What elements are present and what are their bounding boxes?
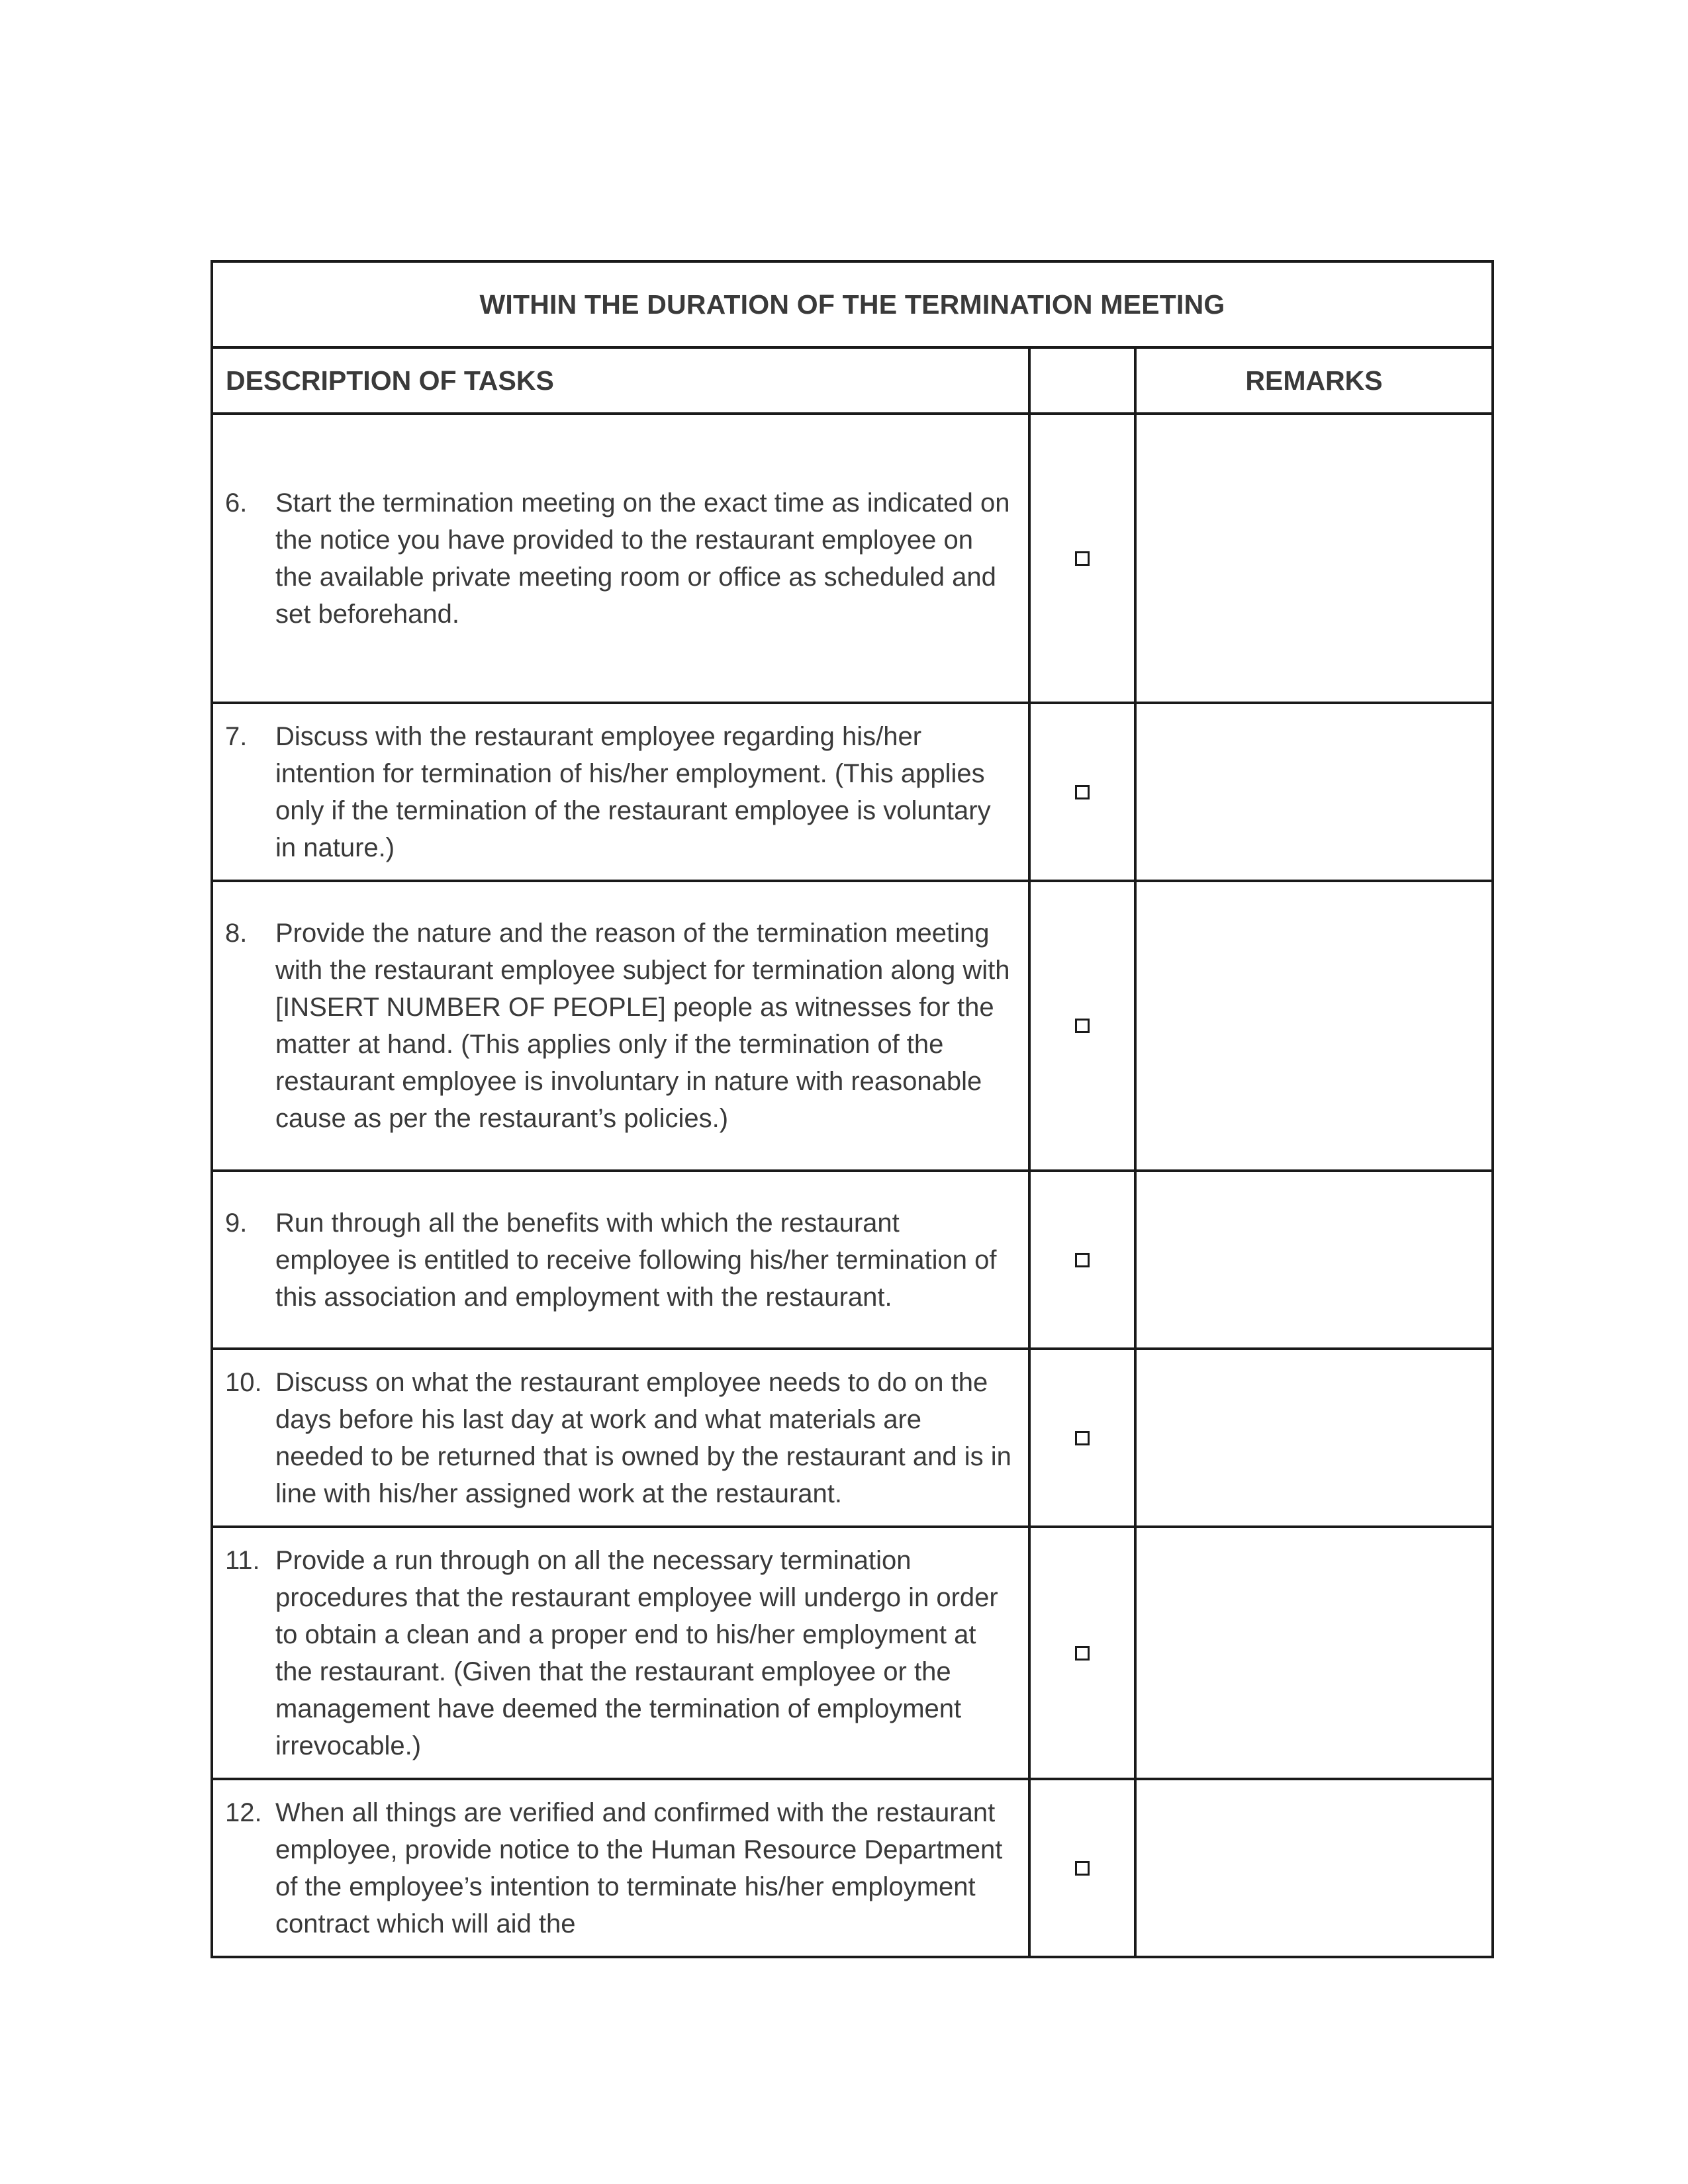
task-text: Discuss on what the restaurant employee needs to do on the days before his last day at work and what materials are needed to be returned that is owned by the restaurant and is in line with his/her assigned work at the restaurant. <box>275 1367 1011 1508</box>
task-checkbox[interactable] <box>1075 551 1090 566</box>
task-description-cell <box>212 1349 1029 1527</box>
task-number: 8. <box>225 919 248 948</box>
task-check-cell <box>1029 1527 1135 1779</box>
table-row <box>212 703 1493 881</box>
task-number: 10. <box>225 1367 262 1397</box>
task-remarks-cell[interactable] <box>1135 703 1493 881</box>
task-check-cell <box>1029 414 1135 703</box>
task-text: Discuss with the restaurant employee regarding his/her intention for termination of his/her employment. (This applies only if the termination of the restaurant employee is voluntary in nature.) <box>275 721 991 862</box>
task-text: Provide the nature and the reason of the termination meeting with the restaurant employee subject for termination along with [INSERT NUMBER OF PEOPLE] people as witnesses for the matter at hand. (This applies only if the termination of the restaurant employee is involuntary in nature with reasonable cause as per the restaurant’s policies.) <box>275 919 1010 1133</box>
task-text: When all things are verified and confirmed with the restaurant employee, provide notice to the Human Resource Department of the employee’s intention to terminate his/her employment contract which will aid the <box>275 1797 1003 1938</box>
task-description-cell <box>212 1779 1029 1957</box>
table-title-row <box>212 261 1493 347</box>
task-number: 12. <box>225 1797 262 1827</box>
task-remarks-cell[interactable] <box>1135 1171 1493 1349</box>
task-text: Start the termination meeting on the exact time as indicated on the notice you have provided to the restaurant employee on the available private meeting room or office as scheduled and set beforehand. <box>275 488 1010 629</box>
task-remarks-cell[interactable] <box>1135 881 1493 1171</box>
task-check-cell <box>1029 703 1135 881</box>
table-header-row <box>212 347 1493 414</box>
table-row <box>212 881 1493 1171</box>
task-number: 11. <box>225 1545 260 1575</box>
description-column-header: DESCRIPTION OF TASKS <box>212 347 1029 414</box>
task-check-cell <box>1029 881 1135 1171</box>
table-row <box>212 414 1493 703</box>
table-title: WITHIN THE DURATION OF THE TERMINATION MEETING <box>212 261 1493 347</box>
task-description-cell <box>212 881 1029 1171</box>
task-remarks-cell[interactable] <box>1135 1527 1493 1779</box>
task-remarks-cell[interactable] <box>1135 414 1493 703</box>
task-checkbox[interactable] <box>1075 1861 1090 1876</box>
termination-checklist-table <box>211 260 1494 1958</box>
task-check-cell <box>1029 1171 1135 1349</box>
task-description-cell <box>212 1171 1029 1349</box>
task-number: 7. <box>225 721 248 751</box>
task-check-cell <box>1029 1779 1135 1957</box>
task-text: Provide a run through on all the necessary termination procedures that the restaurant employee will undergo in order to obtain a clean and a proper end to his/her employment at the restaurant. (Given that the restaurant employee or the management have deemed the termination of employment irrevocable.) <box>275 1545 998 1760</box>
task-checkbox[interactable] <box>1075 1646 1090 1661</box>
task-remarks-cell[interactable] <box>1135 1779 1493 1957</box>
task-check-cell <box>1029 1349 1135 1527</box>
task-description-cell <box>212 703 1029 881</box>
task-number: 6. <box>225 488 248 518</box>
task-checkbox[interactable] <box>1075 1019 1090 1033</box>
task-text: Run through all the benefits with which the restaurant employee is entitled to receive following his/her termination of this association and employment with the restaurant. <box>275 1208 997 1312</box>
table-row <box>212 1349 1493 1527</box>
remarks-column-header: REMARKS <box>1135 347 1493 414</box>
task-remarks-cell[interactable] <box>1135 1349 1493 1527</box>
table-row <box>212 1527 1493 1779</box>
task-checkbox[interactable] <box>1075 1253 1090 1267</box>
check-column-header <box>1029 347 1135 414</box>
task-description-cell <box>212 1527 1029 1779</box>
task-description-cell <box>212 414 1029 703</box>
table-row <box>212 1171 1493 1349</box>
table-row <box>212 1779 1493 1957</box>
task-checkbox[interactable] <box>1075 785 1090 799</box>
task-number: 9. <box>225 1208 248 1238</box>
task-checkbox[interactable] <box>1075 1431 1090 1445</box>
